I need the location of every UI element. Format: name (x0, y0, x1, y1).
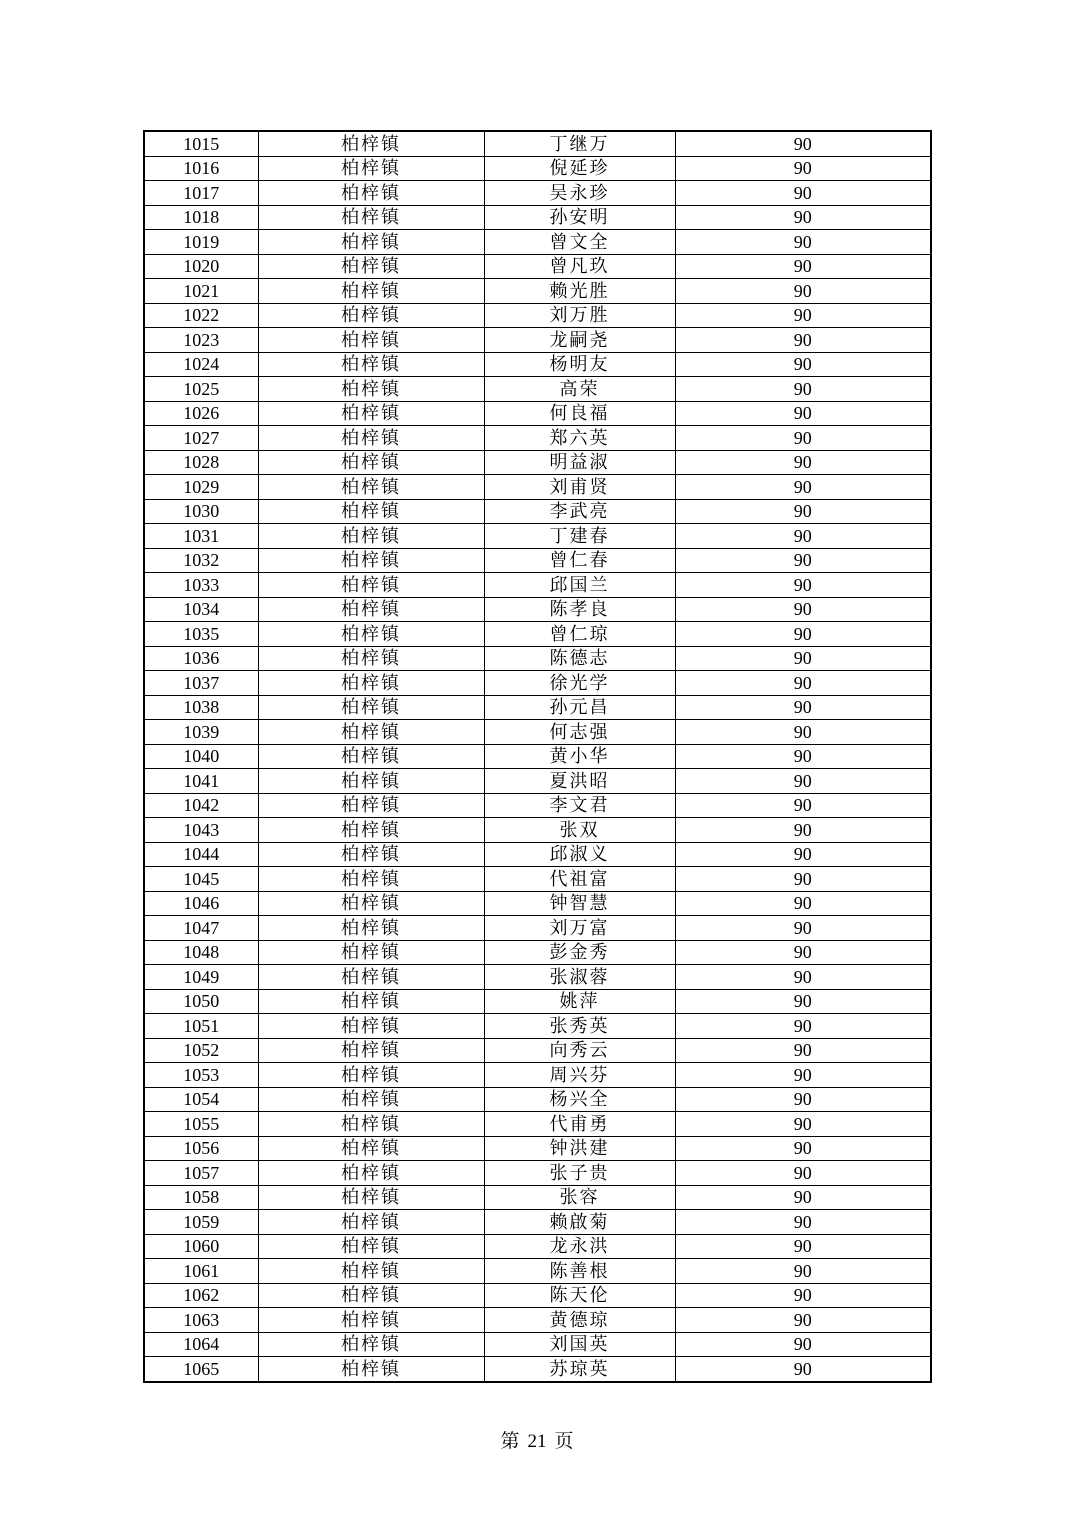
town-cell: 柏梓镇 (258, 597, 484, 622)
row-number-cell: 1016 (144, 156, 258, 181)
amount-cell: 90 (675, 131, 931, 156)
row-number-cell: 1032 (144, 548, 258, 573)
town-cell: 柏梓镇 (258, 279, 484, 304)
table-row (144, 867, 931, 892)
row-number-cell: 1059 (144, 1210, 258, 1235)
row-number-cell: 1028 (144, 450, 258, 475)
footer-suffix: 页 (554, 1431, 574, 1452)
town-cell: 柏梓镇 (258, 401, 484, 426)
town-cell: 柏梓镇 (258, 744, 484, 769)
table-row (144, 426, 931, 451)
name-cell: 钟智慧 (484, 891, 675, 916)
town-cell: 柏梓镇 (258, 1014, 484, 1039)
row-number-cell: 1058 (144, 1185, 258, 1210)
table-row (144, 671, 931, 696)
town-cell: 柏梓镇 (258, 1332, 484, 1357)
town-cell: 柏梓镇 (258, 1063, 484, 1088)
name-cell: 张双 (484, 818, 675, 843)
town-cell: 柏梓镇 (258, 1259, 484, 1284)
town-cell: 柏梓镇 (258, 1087, 484, 1112)
name-cell: 丁继万 (484, 131, 675, 156)
town-cell: 柏梓镇 (258, 573, 484, 598)
table-row (144, 499, 931, 524)
name-cell: 张秀英 (484, 1014, 675, 1039)
row-number-cell: 1049 (144, 965, 258, 990)
page-number: 21 (527, 1431, 547, 1452)
amount-cell: 90 (675, 1087, 931, 1112)
amount-cell: 90 (675, 573, 931, 598)
name-cell: 龙嗣尧 (484, 328, 675, 353)
town-cell: 柏梓镇 (258, 867, 484, 892)
table-row (144, 181, 931, 206)
town-cell: 柏梓镇 (258, 695, 484, 720)
name-cell: 赖光胜 (484, 279, 675, 304)
table-row (144, 573, 931, 598)
roster-table (143, 130, 932, 1383)
town-cell: 柏梓镇 (258, 303, 484, 328)
row-number-cell: 1048 (144, 940, 258, 965)
name-cell: 刘万胜 (484, 303, 675, 328)
amount-cell: 90 (675, 230, 931, 255)
row-number-cell: 1041 (144, 769, 258, 794)
amount-cell: 90 (675, 1210, 931, 1235)
name-cell: 向秀云 (484, 1038, 675, 1063)
row-number-cell: 1052 (144, 1038, 258, 1063)
amount-cell: 90 (675, 352, 931, 377)
table-row (144, 597, 931, 622)
table-row (144, 1283, 931, 1308)
name-cell: 赖啟菊 (484, 1210, 675, 1235)
table-row (144, 695, 931, 720)
table-row (144, 156, 931, 181)
town-cell: 柏梓镇 (258, 377, 484, 402)
row-number-cell: 1035 (144, 622, 258, 647)
town-cell: 柏梓镇 (258, 254, 484, 279)
table-row (144, 1038, 931, 1063)
town-cell: 柏梓镇 (258, 1308, 484, 1333)
table-row (144, 1136, 931, 1161)
name-cell: 何志强 (484, 720, 675, 745)
name-cell: 倪延珍 (484, 156, 675, 181)
table-row (144, 328, 931, 353)
amount-cell: 90 (675, 989, 931, 1014)
table-row (144, 622, 931, 647)
table-row (144, 1357, 931, 1382)
row-number-cell: 1015 (144, 131, 258, 156)
town-cell: 柏梓镇 (258, 940, 484, 965)
amount-cell: 90 (675, 769, 931, 794)
table-row (144, 646, 931, 671)
name-cell: 李武亮 (484, 499, 675, 524)
amount-cell: 90 (675, 695, 931, 720)
table-row (144, 352, 931, 377)
row-number-cell: 1061 (144, 1259, 258, 1284)
amount-cell: 90 (675, 1161, 931, 1186)
amount-cell: 90 (675, 1259, 931, 1284)
name-cell: 刘万富 (484, 916, 675, 941)
amount-cell: 90 (675, 1038, 931, 1063)
name-cell: 曾凡玖 (484, 254, 675, 279)
amount-cell: 90 (675, 793, 931, 818)
name-cell: 陈孝良 (484, 597, 675, 622)
town-cell: 柏梓镇 (258, 793, 484, 818)
town-cell: 柏梓镇 (258, 720, 484, 745)
name-cell: 代甫勇 (484, 1112, 675, 1137)
table-row (144, 1259, 931, 1284)
table-row (144, 279, 931, 304)
amount-cell: 90 (675, 1357, 931, 1382)
table-row (144, 769, 931, 794)
name-cell: 何良福 (484, 401, 675, 426)
row-number-cell: 1031 (144, 524, 258, 549)
name-cell: 徐光学 (484, 671, 675, 696)
name-cell: 曾文全 (484, 230, 675, 255)
table-row (144, 1087, 931, 1112)
name-cell: 张子贵 (484, 1161, 675, 1186)
row-number-cell: 1046 (144, 891, 258, 916)
amount-cell: 90 (675, 303, 931, 328)
amount-cell: 90 (675, 1136, 931, 1161)
name-cell: 明益淑 (484, 450, 675, 475)
row-number-cell: 1034 (144, 597, 258, 622)
row-number-cell: 1055 (144, 1112, 258, 1137)
row-number-cell: 1062 (144, 1283, 258, 1308)
amount-cell: 90 (675, 1234, 931, 1259)
table-row (144, 793, 931, 818)
name-cell: 高荣 (484, 377, 675, 402)
town-cell: 柏梓镇 (258, 891, 484, 916)
amount-cell: 90 (675, 1063, 931, 1088)
table-row (144, 1332, 931, 1357)
name-cell: 钟洪建 (484, 1136, 675, 1161)
amount-cell: 90 (675, 524, 931, 549)
table-row (144, 940, 931, 965)
row-number-cell: 1057 (144, 1161, 258, 1186)
amount-cell: 90 (675, 671, 931, 696)
row-number-cell: 1045 (144, 867, 258, 892)
row-number-cell: 1043 (144, 818, 258, 843)
row-number-cell: 1047 (144, 916, 258, 941)
amount-cell: 90 (675, 965, 931, 990)
name-cell: 李文君 (484, 793, 675, 818)
town-cell: 柏梓镇 (258, 328, 484, 353)
row-number-cell: 1018 (144, 205, 258, 230)
name-cell: 丁建春 (484, 524, 675, 549)
town-cell: 柏梓镇 (258, 1185, 484, 1210)
row-number-cell: 1065 (144, 1357, 258, 1382)
row-number-cell: 1063 (144, 1308, 258, 1333)
town-cell: 柏梓镇 (258, 818, 484, 843)
row-number-cell: 1060 (144, 1234, 258, 1259)
town-cell: 柏梓镇 (258, 352, 484, 377)
name-cell: 郑六英 (484, 426, 675, 451)
name-cell: 姚萍 (484, 989, 675, 1014)
town-cell: 柏梓镇 (258, 426, 484, 451)
row-number-cell: 1036 (144, 646, 258, 671)
amount-cell: 90 (675, 1332, 931, 1357)
town-cell: 柏梓镇 (258, 1112, 484, 1137)
name-cell: 夏洪昭 (484, 769, 675, 794)
row-number-cell: 1022 (144, 303, 258, 328)
amount-cell: 90 (675, 1185, 931, 1210)
amount-cell: 90 (675, 475, 931, 500)
row-number-cell: 1019 (144, 230, 258, 255)
row-number-cell: 1021 (144, 279, 258, 304)
amount-cell: 90 (675, 867, 931, 892)
table-row (144, 891, 931, 916)
name-cell: 张淑蓉 (484, 965, 675, 990)
row-number-cell: 1017 (144, 181, 258, 206)
table-row (144, 720, 931, 745)
table-row (144, 916, 931, 941)
table-row (144, 303, 931, 328)
amount-cell: 90 (675, 646, 931, 671)
name-cell: 孙安明 (484, 205, 675, 230)
town-cell: 柏梓镇 (258, 769, 484, 794)
footer-prefix: 第 (500, 1431, 520, 1452)
name-cell: 曾仁春 (484, 548, 675, 573)
amount-cell: 90 (675, 1014, 931, 1039)
name-cell: 周兴芬 (484, 1063, 675, 1088)
row-number-cell: 1023 (144, 328, 258, 353)
name-cell: 黄德琼 (484, 1308, 675, 1333)
table-row (144, 524, 931, 549)
town-cell: 柏梓镇 (258, 989, 484, 1014)
table-row (144, 131, 931, 156)
amount-cell: 90 (675, 916, 931, 941)
table-row (144, 205, 931, 230)
town-cell: 柏梓镇 (258, 205, 484, 230)
town-cell: 柏梓镇 (258, 1136, 484, 1161)
name-cell: 龙永洪 (484, 1234, 675, 1259)
town-cell: 柏梓镇 (258, 842, 484, 867)
amount-cell: 90 (675, 622, 931, 647)
amount-cell: 90 (675, 818, 931, 843)
table-row (144, 377, 931, 402)
amount-cell: 90 (675, 254, 931, 279)
amount-cell: 90 (675, 499, 931, 524)
amount-cell: 90 (675, 1308, 931, 1333)
table-row (144, 1210, 931, 1235)
town-cell: 柏梓镇 (258, 156, 484, 181)
table-row (144, 1063, 931, 1088)
name-cell: 陈善根 (484, 1259, 675, 1284)
name-cell: 曾仁琼 (484, 622, 675, 647)
table-row (144, 1308, 931, 1333)
row-number-cell: 1039 (144, 720, 258, 745)
row-number-cell: 1029 (144, 475, 258, 500)
row-number-cell: 1054 (144, 1087, 258, 1112)
amount-cell: 90 (675, 1112, 931, 1137)
row-number-cell: 1053 (144, 1063, 258, 1088)
amount-cell: 90 (675, 891, 931, 916)
row-number-cell: 1064 (144, 1332, 258, 1357)
town-cell: 柏梓镇 (258, 499, 484, 524)
row-number-cell: 1050 (144, 989, 258, 1014)
amount-cell: 90 (675, 1283, 931, 1308)
amount-cell: 90 (675, 205, 931, 230)
town-cell: 柏梓镇 (258, 524, 484, 549)
row-number-cell: 1056 (144, 1136, 258, 1161)
name-cell: 孙元昌 (484, 695, 675, 720)
row-number-cell: 1030 (144, 499, 258, 524)
amount-cell: 90 (675, 842, 931, 867)
page-footer (0, 1431, 1074, 1453)
name-cell: 吴永珍 (484, 181, 675, 206)
town-cell: 柏梓镇 (258, 1210, 484, 1235)
amount-cell: 90 (675, 720, 931, 745)
name-cell: 陈天伦 (484, 1283, 675, 1308)
table-row (144, 548, 931, 573)
row-number-cell: 1025 (144, 377, 258, 402)
table-row (144, 818, 931, 843)
table-row (144, 475, 931, 500)
row-number-cell: 1042 (144, 793, 258, 818)
amount-cell: 90 (675, 426, 931, 451)
table-row (144, 1112, 931, 1137)
name-cell: 黄小华 (484, 744, 675, 769)
table-row (144, 450, 931, 475)
name-cell: 苏琼英 (484, 1357, 675, 1382)
row-number-cell: 1037 (144, 671, 258, 696)
table-row (144, 1014, 931, 1039)
amount-cell: 90 (675, 401, 931, 426)
amount-cell: 90 (675, 328, 931, 353)
town-cell: 柏梓镇 (258, 181, 484, 206)
town-cell: 柏梓镇 (258, 131, 484, 156)
amount-cell: 90 (675, 744, 931, 769)
table-row (144, 230, 931, 255)
table-row (144, 1234, 931, 1259)
town-cell: 柏梓镇 (258, 622, 484, 647)
amount-cell: 90 (675, 548, 931, 573)
roster-table-body (144, 131, 931, 1382)
amount-cell: 90 (675, 450, 931, 475)
row-number-cell: 1040 (144, 744, 258, 769)
table-row (144, 842, 931, 867)
name-cell: 刘甫贤 (484, 475, 675, 500)
town-cell: 柏梓镇 (258, 916, 484, 941)
row-number-cell: 1026 (144, 401, 258, 426)
name-cell: 杨兴全 (484, 1087, 675, 1112)
row-number-cell: 1051 (144, 1014, 258, 1039)
amount-cell: 90 (675, 279, 931, 304)
town-cell: 柏梓镇 (258, 450, 484, 475)
row-number-cell: 1044 (144, 842, 258, 867)
name-cell: 陈德志 (484, 646, 675, 671)
amount-cell: 90 (675, 940, 931, 965)
name-cell: 彭金秀 (484, 940, 675, 965)
town-cell: 柏梓镇 (258, 475, 484, 500)
name-cell: 代祖富 (484, 867, 675, 892)
table-row (144, 965, 931, 990)
town-cell: 柏梓镇 (258, 1161, 484, 1186)
name-cell: 张容 (484, 1185, 675, 1210)
row-number-cell: 1024 (144, 352, 258, 377)
row-number-cell: 1038 (144, 695, 258, 720)
name-cell: 邱国兰 (484, 573, 675, 598)
town-cell: 柏梓镇 (258, 1357, 484, 1382)
table-row (144, 1161, 931, 1186)
table-row (144, 254, 931, 279)
town-cell: 柏梓镇 (258, 548, 484, 573)
town-cell: 柏梓镇 (258, 1038, 484, 1063)
town-cell: 柏梓镇 (258, 965, 484, 990)
row-number-cell: 1020 (144, 254, 258, 279)
amount-cell: 90 (675, 377, 931, 402)
amount-cell: 90 (675, 181, 931, 206)
town-cell: 柏梓镇 (258, 671, 484, 696)
amount-cell: 90 (675, 597, 931, 622)
town-cell: 柏梓镇 (258, 1283, 484, 1308)
name-cell: 刘国英 (484, 1332, 675, 1357)
row-number-cell: 1027 (144, 426, 258, 451)
table-row (144, 744, 931, 769)
amount-cell: 90 (675, 156, 931, 181)
town-cell: 柏梓镇 (258, 230, 484, 255)
table-row (144, 1185, 931, 1210)
town-cell: 柏梓镇 (258, 1234, 484, 1259)
table-row (144, 989, 931, 1014)
name-cell: 杨明友 (484, 352, 675, 377)
name-cell: 邱淑义 (484, 842, 675, 867)
row-number-cell: 1033 (144, 573, 258, 598)
town-cell: 柏梓镇 (258, 646, 484, 671)
table-row (144, 401, 931, 426)
